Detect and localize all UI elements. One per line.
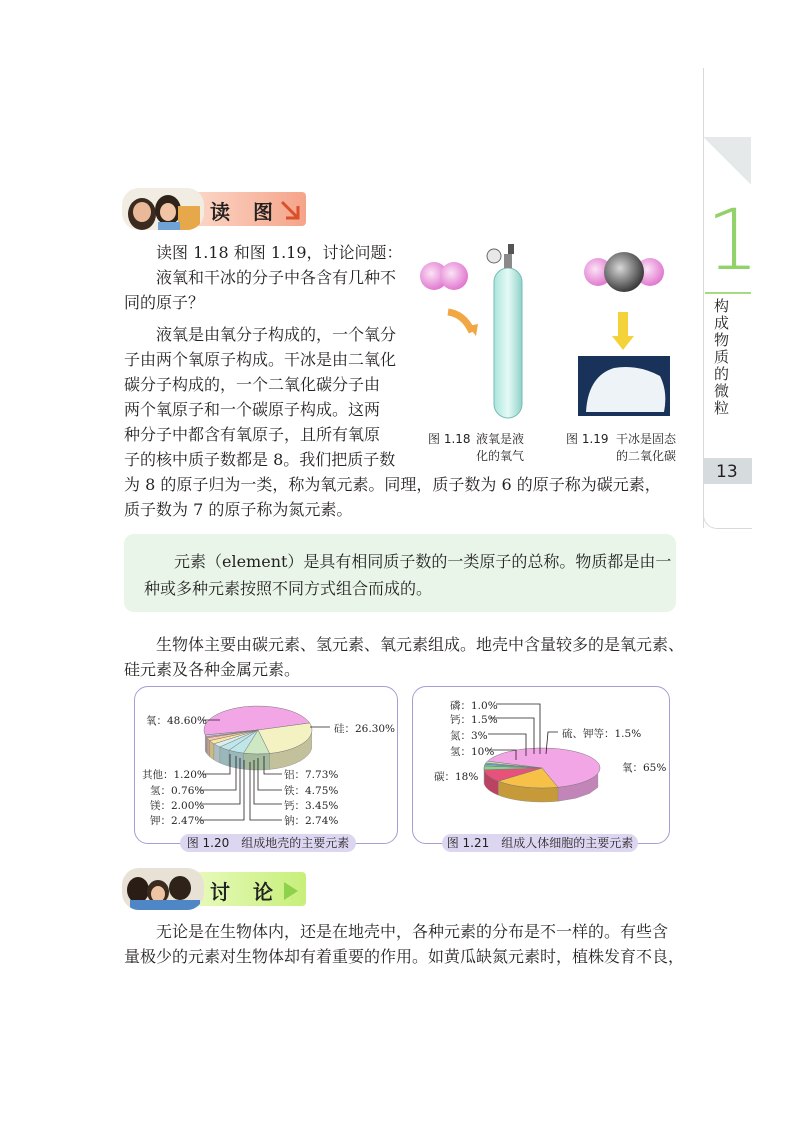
paragraph-line: 液氧是由氧分子构成的，一个氧分	[156, 325, 397, 344]
chapter-number: 1	[706, 191, 760, 289]
paragraph-line: 碳分子构成的，一个二氧化碳分子由	[124, 375, 381, 394]
cell-slice-label: 磷：1.0%	[450, 700, 498, 712]
figure-caption: 液氧是液	[476, 432, 525, 446]
arrow-icon	[278, 198, 302, 222]
crust-slice-label: 镁：2.00%	[150, 800, 205, 812]
paragraph-line: 子由两个氧原子构成。干冰是由二氧化	[124, 350, 397, 369]
crust-slice-label: 钠：2.74%	[284, 815, 339, 827]
cell-slice-label: 氧：65%	[622, 762, 667, 774]
cell-slice-label: 氢：10%	[450, 746, 495, 758]
cell-chart-caption: 图 1.21 组成人体细胞的主要元素	[442, 834, 638, 852]
read-prompt-line: 液氧和干冰的分子中各含有几种不	[156, 268, 397, 287]
students-photo-icon	[122, 868, 204, 910]
paragraph-line: 子的核中质子数都是 8。我们把质子数	[124, 450, 396, 469]
paragraph-line: 生物体主要由碳元素、氢元素、氧元素组成。地壳中含量较多的是氧元素、	[156, 635, 685, 654]
definition-line: 元素（element）是具有相同质子数的一类原子的总称。物质都是由一	[174, 552, 672, 571]
figure-caption: 化的氧气	[476, 449, 525, 463]
crust-slice-label: 硅：26.30%	[334, 723, 396, 735]
paragraph-line: 硅元素及各种金属元素。	[124, 660, 301, 679]
discuss-section-title: 讨 论	[210, 880, 281, 904]
read-section-title: 读 图	[210, 200, 281, 224]
corner-decoration	[703, 137, 751, 184]
cell-slice-label: 硫、钾等：1.5%	[562, 728, 642, 740]
header-photo	[122, 868, 204, 910]
paragraph-line: 无论是在生物体内，还是在地壳中，各种元素的分布是不一样的。有些含	[156, 922, 669, 941]
header-photo	[122, 188, 204, 230]
cell-slice-label: 钙：1.5%	[450, 714, 498, 726]
carbon-atom-icon	[604, 252, 644, 292]
figure-number: 图 1.18	[428, 432, 471, 446]
crust-slice-label: 钙：3.45%	[284, 800, 339, 812]
paragraph-line: 种分子中都含有氧原子，且所有氧原	[124, 425, 381, 444]
cell-slice-label: 碳：18%	[434, 771, 479, 783]
crust-chart-caption: 图 1.20 组成地壳的主要元素	[180, 834, 356, 852]
figure-number: 图 1.19	[566, 432, 609, 446]
margin-curve	[703, 508, 752, 529]
crust-slice-label: 其他：1.20%	[142, 769, 207, 781]
figure-caption: 的二氧化碳	[616, 449, 677, 463]
liquid-oxygen-illustration	[418, 240, 558, 430]
oxygen-atom-icon	[440, 262, 468, 290]
arrow-icon	[280, 880, 302, 902]
paragraph-line: 两个氧原子和一个碳原子构成。这两	[124, 400, 381, 419]
students-photo-icon	[122, 188, 204, 230]
chapter-divider	[705, 292, 751, 294]
cell-slice-label: 氮：3%	[450, 730, 488, 742]
crust-slice-label: 钾：2.47%	[150, 815, 205, 827]
read-prompt-line: 读图 1.18 和图 1.19，讨论问题：	[156, 243, 403, 262]
paragraph-line: 为 8 的原子归为一类，称为氧元素。同理，质子数为 6 的原子称为碳元素，	[124, 475, 661, 494]
crust-slice-label: 铝：7.73%	[284, 769, 339, 781]
paragraph-line: 质子数为 7 的原子称为氮元素。	[124, 500, 353, 519]
figure-caption: 干冰是固态	[616, 432, 677, 446]
page-number: 13	[716, 462, 738, 482]
crust-slice-label: 氢：0.76%	[150, 785, 205, 797]
definition-line: 种或多种元素按照不同方式组合而成的。	[144, 579, 433, 598]
crust-slice-label: 氧：48.60%	[146, 715, 208, 727]
paragraph-line: 量极少的元素对生物体却有着重要的作用。如黄瓜缺氮元素时，植株发育不良，	[124, 947, 685, 966]
dry-ice-illustration	[574, 246, 674, 426]
chapter-title: 构成物质的微粒	[714, 297, 730, 417]
crust-slice-label: 铁：4.75%	[284, 785, 339, 797]
read-prompt-line: 同的原子？	[124, 293, 205, 312]
